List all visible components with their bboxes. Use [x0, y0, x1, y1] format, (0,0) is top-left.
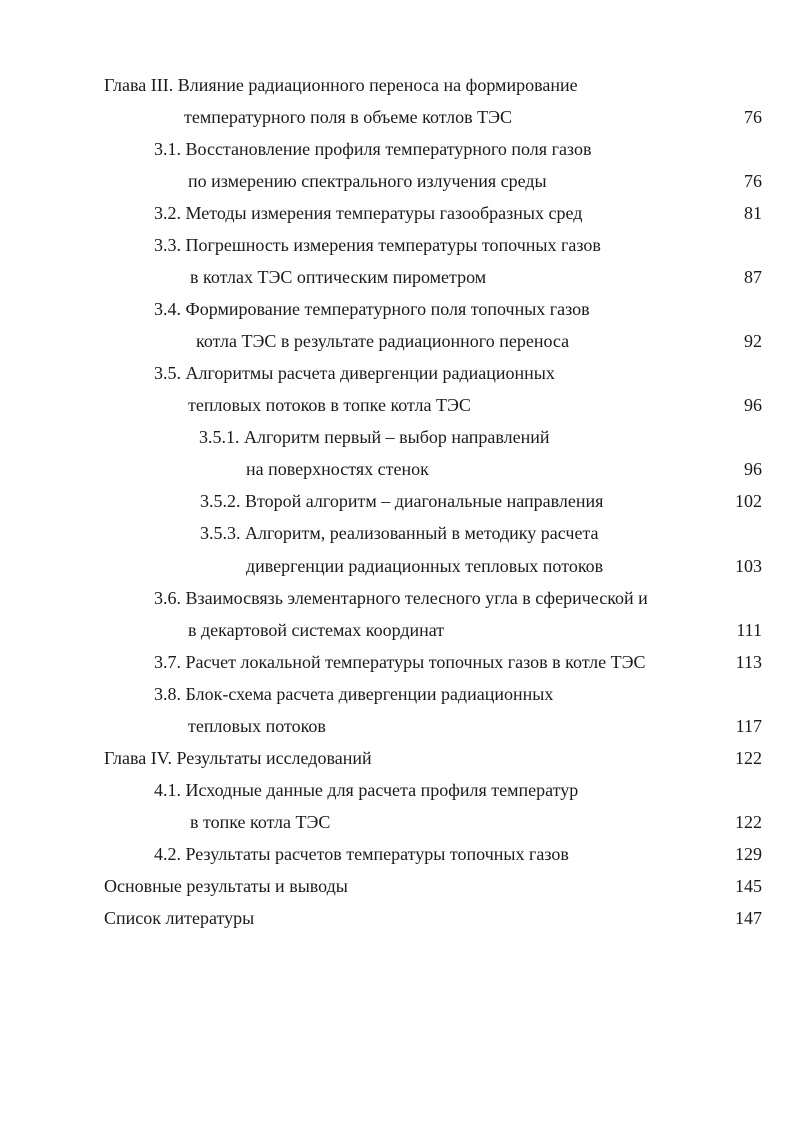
- toc-section-3-6: 3.6. Взаимосвязь элементарного телесного угла в сферической и: [154, 588, 648, 608]
- toc-page-number: 96: [744, 459, 762, 479]
- toc-page-number: 76: [744, 107, 762, 127]
- toc-subsection-3-5-2: 3.5.2. Второй алгоритм – диагональные направления: [200, 491, 604, 511]
- toc-page-number: 122: [735, 748, 762, 768]
- toc-page-number: 87: [744, 267, 762, 287]
- toc-page-number: 122: [735, 812, 762, 832]
- toc-results: Основные результаты и выводы: [104, 876, 348, 896]
- toc-page-number: 96: [744, 395, 762, 415]
- toc-page-number: 147: [735, 908, 762, 928]
- toc-page-number: 129: [735, 844, 762, 864]
- toc-section-3-2: 3.2. Методы измерения температуры газообразных сред: [154, 203, 583, 223]
- toc-section-4-1-cont: в топке котла ТЭС: [190, 812, 331, 832]
- toc-page-number: 81: [744, 203, 762, 223]
- toc-chapter-4-title: Глава IV. Результаты исследований: [104, 748, 372, 768]
- toc-section-3-4-cont: котла ТЭС в результате радиационного переноса: [196, 331, 570, 351]
- toc-section-3-6-cont: в декартовой системах координат: [188, 620, 445, 640]
- toc-section-3-1-cont: по измерению спектрального излучения среды: [188, 171, 547, 191]
- toc-section-3-3: 3.3. Погрешность измерения температуры топочных газов: [154, 235, 601, 255]
- toc-section-3-4: 3.4. Формирование температурного поля топочных газов: [154, 299, 590, 319]
- toc-section-3-7: 3.7. Расчет локальной температуры топочных газов в котле ТЭС: [154, 652, 646, 672]
- toc-page-number: 76: [744, 171, 762, 191]
- toc-section-3-5: 3.5. Алгоритмы расчета дивергенции радиационных: [154, 363, 555, 383]
- toc-chapter-3-title: Глава III. Влияние радиационного переноса на формирование: [104, 75, 578, 95]
- toc-page-number: 92: [744, 331, 762, 351]
- toc-page-number: 102: [735, 491, 762, 511]
- toc-literature: Список литературы: [104, 908, 255, 928]
- toc-section-3-1: 3.1. Восстановление профиля температурного поля газов: [154, 139, 592, 159]
- toc-page-number: 103: [735, 556, 762, 576]
- toc-section-3-5-cont: тепловых потоков в топке котла ТЭС: [188, 395, 471, 415]
- toc-subsection-3-5-3-cont: дивергенции радиационных тепловых потоков: [246, 556, 604, 576]
- toc-section-3-8-cont: тепловых потоков: [188, 716, 326, 736]
- toc-subsection-3-5-1: 3.5.1. Алгоритм первый – выбор направлений: [199, 427, 550, 447]
- toc-page-number: 113: [735, 652, 762, 672]
- toc-section-3-3-cont: в котлах ТЭС оптическим пирометром: [190, 267, 487, 287]
- toc-section-4-1: 4.1. Исходные данные для расчета профиля температур: [154, 780, 579, 800]
- toc-section-3-8: 3.8. Блок-схема расчета дивергенции радиационных: [154, 684, 554, 704]
- toc-subsection-3-5-1-cont: на поверхностях стенок: [246, 459, 429, 479]
- toc-page-number: 111: [736, 620, 762, 640]
- toc-page-number: 117: [735, 716, 762, 736]
- toc-section-4-2: 4.2. Результаты расчетов температуры топочных газов: [154, 844, 569, 864]
- toc-subsection-3-5-3: 3.5.3. Алгоритм, реализованный в методику расчета: [200, 523, 599, 543]
- toc-page-number: 145: [735, 876, 762, 896]
- toc-chapter-3-title-cont: температурного поля в объеме котлов ТЭС: [184, 107, 513, 127]
